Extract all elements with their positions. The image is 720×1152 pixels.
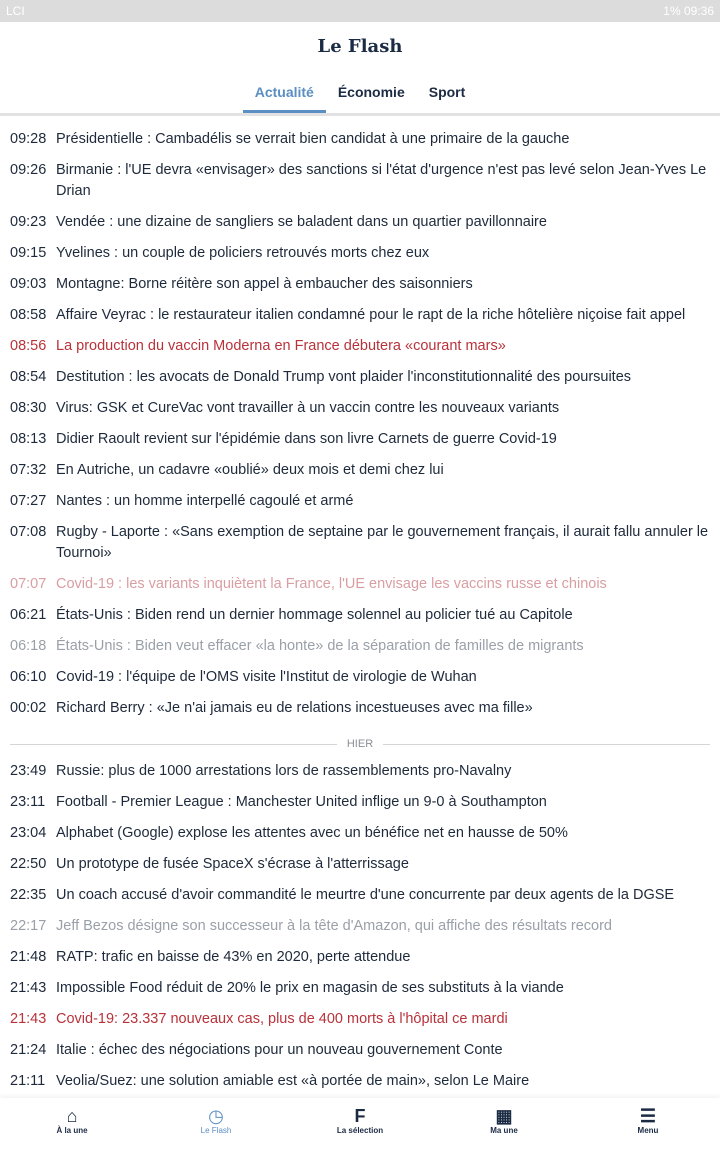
today-list <box>10 124 710 724</box>
header <box>0 22 720 116</box>
news-item[interactable] <box>10 662 710 693</box>
news-time: 21:24 <box>10 1042 47 1058</box>
news-time: 23:04 <box>10 825 47 841</box>
news-headline: Yvelines : un couple de policiers retrouvés morts chez eux <box>56 245 430 261</box>
news-item[interactable] <box>10 486 710 517</box>
news-item[interactable] <box>10 693 710 724</box>
news-headline: Jeff Bezos désigne son successeur à la tête d'Amazon, qui affiche des résultats record <box>56 918 612 934</box>
bottom-nav <box>0 1098 720 1152</box>
tab-sport[interactable]: Sport <box>428 84 466 100</box>
news-headline: Impossible Food réduit de 20% le prix en magasin de ses substituts à la viande <box>56 980 564 996</box>
news-list <box>0 116 720 1116</box>
news-headline: Destitution : les avocats de Donald Trump vont plaider l'inconstitutionnalité des poursuites <box>56 369 632 385</box>
news-item[interactable] <box>10 455 710 486</box>
news-headline: Rugby - Laporte : «Sans exemption de septaine par le gouvernement français, il aurait fallu annuler le Tournoi» <box>56 524 709 561</box>
news-item[interactable] <box>10 849 710 880</box>
news-time: 07:07 <box>10 576 47 592</box>
news-time: 22:17 <box>10 918 47 934</box>
day-separator <box>10 738 710 750</box>
battery-level: 1% <box>663 4 681 18</box>
news-time: 22:50 <box>10 856 47 872</box>
news-headline: Covid-19 : l'équipe de l'OMS visite l'Institut de virologie de Wuhan <box>56 669 477 685</box>
home-icon: ⌂ <box>66 1106 78 1126</box>
news-item[interactable] <box>10 207 710 238</box>
news-time: 22:35 <box>10 887 47 903</box>
news-item[interactable] <box>10 569 710 600</box>
nav-item-la-s-lection[interactable] <box>288 1098 432 1152</box>
news-headline: Didier Raoult revient sur l'épidémie dans son livre Carnets de guerre Covid-19 <box>56 431 557 447</box>
news-time: 07:27 <box>10 493 47 509</box>
tab-bar <box>0 84 720 110</box>
news-headline: Football - Premier League : Manchester United inflige un 9-0 à Southampton <box>56 794 547 810</box>
news-headline: Richard Berry : «Je n'ai jamais eu de relations incestueuses avec ma fille» <box>56 700 533 716</box>
news-time: 08:56 <box>10 338 47 354</box>
menu-search-icon: ☰ <box>639 1106 657 1126</box>
nav-item--la-une[interactable] <box>0 1098 144 1152</box>
news-headline: Russie: plus de 1000 arrestations lors de rassemblements pro-Navalny <box>56 763 512 779</box>
news-headline: Présidentielle : Cambadélis se verrait bien candidat à une primaire de la gauche <box>56 131 570 147</box>
news-item[interactable] <box>10 331 710 362</box>
status-left: LCI <box>6 4 25 18</box>
nav-label: Menu <box>637 1126 659 1135</box>
news-headline: Italie : échec des négociations pour un nouveau gouvernement Conte <box>56 1042 503 1058</box>
nav-label: Ma une <box>490 1126 518 1135</box>
news-time: 06:10 <box>10 669 47 685</box>
news-item[interactable] <box>10 424 710 455</box>
news-headline: Un coach accusé d'avoir commandité le meurtre d'une concurrente par deux agents de la DGSE <box>56 887 675 903</box>
news-item[interactable] <box>10 269 710 300</box>
yesterday-list <box>10 756 710 1097</box>
tab-economie[interactable]: Économie <box>337 84 405 100</box>
tab-actualite[interactable]: Actualité <box>243 84 326 113</box>
news-time: 08:13 <box>10 431 47 447</box>
news-headline: Covid-19 : les variants inquiètent la France, l'UE envisage les vaccins russe et chinois <box>56 576 607 592</box>
news-time: 00:02 <box>10 700 47 716</box>
news-time: 23:11 <box>10 794 46 810</box>
status-bar <box>0 0 720 22</box>
nav-item-menu[interactable] <box>576 1098 720 1152</box>
news-item[interactable] <box>10 300 710 331</box>
selection-logo-icon: F <box>354 1106 366 1126</box>
news-item[interactable] <box>10 517 710 569</box>
news-item[interactable] <box>10 393 710 424</box>
news-headline: États-Unis : Biden veut effacer «la honte» de la séparation de familles de migrants <box>56 638 584 654</box>
news-time: 21:48 <box>10 949 47 965</box>
news-item[interactable] <box>10 973 710 1004</box>
news-headline: RATP: trafic en baisse de 43% en 2020, perte attendue <box>56 949 411 965</box>
news-item[interactable] <box>10 880 710 911</box>
news-time: 06:21 <box>10 607 47 623</box>
news-time: 09:03 <box>10 276 47 292</box>
news-time: 21:43 <box>10 1011 47 1027</box>
nav-label: La sélection <box>336 1126 384 1135</box>
news-headline: La production du vaccin Moderna en France débutera «courant mars» <box>56 338 506 354</box>
news-item[interactable] <box>10 238 710 269</box>
news-item[interactable] <box>10 1035 710 1066</box>
news-item[interactable] <box>10 911 710 942</box>
news-headline: Vendée : une dizaine de sangliers se baladent dans un quartier pavillonnaire <box>56 214 547 230</box>
news-item[interactable] <box>10 1004 710 1035</box>
news-time: 08:58 <box>10 307 47 323</box>
news-headline: Nantes : un homme interpellé cagoulé et armé <box>56 493 354 509</box>
news-item[interactable] <box>10 124 710 155</box>
news-item[interactable] <box>10 787 710 818</box>
nav-item-le-flash[interactable] <box>144 1098 288 1152</box>
news-time: 21:43 <box>10 980 47 996</box>
news-headline: Birmanie : l'UE devra «envisager» des sanctions si l'état d'urgence n'est pas levé selon Jean-Yves Le Drian <box>56 162 707 199</box>
news-time: 09:26 <box>10 162 47 178</box>
news-time: 09:28 <box>10 131 47 147</box>
grid-icon: ▦ <box>495 1106 513 1126</box>
page-title: Le Flash <box>317 36 403 57</box>
news-time: 07:08 <box>10 524 47 540</box>
news-time: 09:15 <box>10 245 47 261</box>
nav-label: À la une <box>56 1126 88 1135</box>
news-item[interactable] <box>10 818 710 849</box>
news-headline: En Autriche, un cadavre «oublié» deux mois et demi chez lui <box>56 462 444 478</box>
news-item[interactable] <box>10 756 710 787</box>
news-time: 09:23 <box>10 214 47 230</box>
news-time: 08:54 <box>10 369 47 385</box>
news-item[interactable] <box>10 1066 710 1097</box>
news-time: 23:49 <box>10 763 47 779</box>
news-headline: Montagne: Borne réitère son appel à embaucher des saisonniers <box>56 276 473 292</box>
news-time: 08:30 <box>10 400 47 416</box>
news-headline: Un prototype de fusée SpaceX s'écrase à l'atterrissage <box>56 856 409 872</box>
nav-item-ma-une[interactable] <box>432 1098 576 1152</box>
news-headline: Affaire Veyrac : le restaurateur italien condamné pour le rapt de la riche hôtelière niçoise fait appel <box>56 307 686 323</box>
clock-icon: ◷ <box>208 1106 224 1126</box>
news-headline: Alphabet (Google) explose les attentes avec un bénéfice net en hausse de 50% <box>56 825 568 841</box>
news-item[interactable] <box>10 155 710 207</box>
news-time: 06:18 <box>10 638 47 654</box>
news-item[interactable] <box>10 600 710 631</box>
news-time: 07:32 <box>10 462 47 478</box>
separator-label: HIER <box>346 738 374 750</box>
news-headline: Virus: GSK et CureVac vont travailler à un vaccin contre les nouveaux variants <box>56 400 560 416</box>
news-headline: États-Unis : Biden rend un dernier hommage solennel au policier tué au Capitole <box>56 607 573 623</box>
news-headline: Covid-19: 23.337 nouveaux cas, plus de 400 morts à l'hôpital ce mardi <box>56 1011 508 1027</box>
news-item[interactable] <box>10 362 710 393</box>
news-item[interactable] <box>10 631 710 662</box>
news-headline: Veolia/Suez: une solution amiable est «à portée de main», selon Le Maire <box>56 1073 530 1089</box>
news-time: 21:11 <box>10 1073 46 1089</box>
nav-label: Le Flash <box>200 1126 232 1135</box>
news-item[interactable] <box>10 942 710 973</box>
clock: 09:36 <box>683 4 714 18</box>
